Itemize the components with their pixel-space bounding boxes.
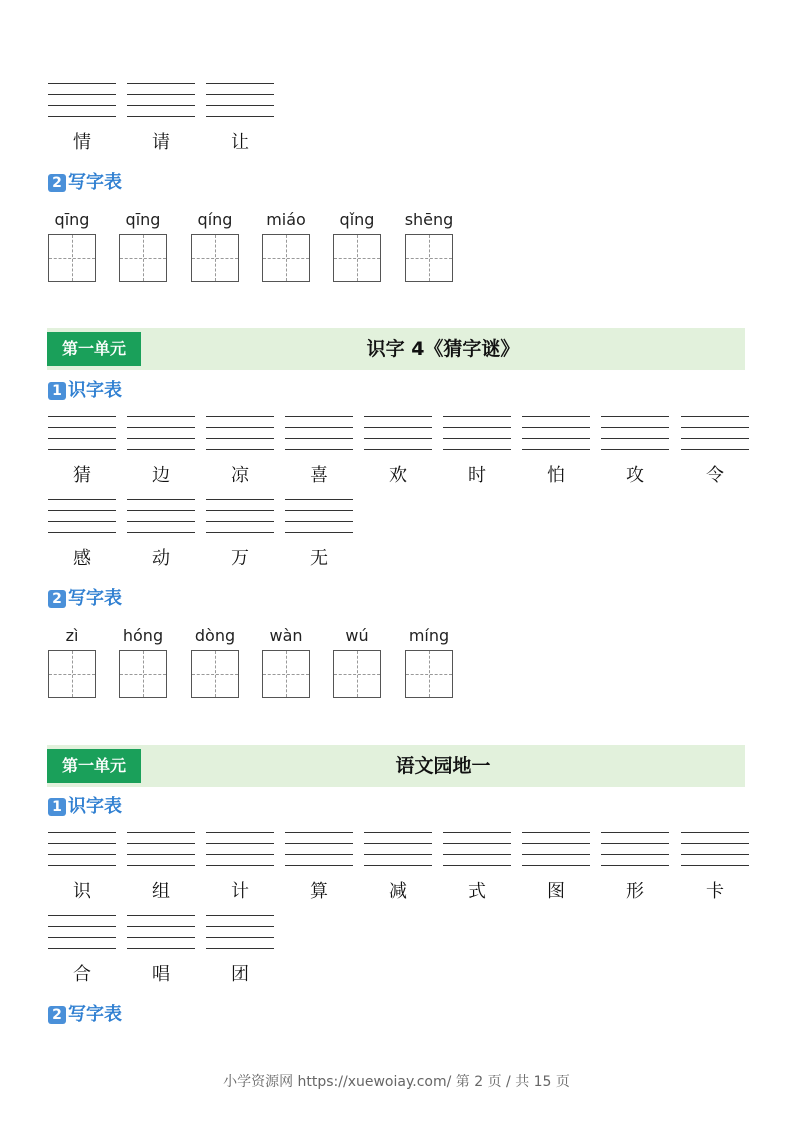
pinyin-label: qíng — [197, 210, 233, 229]
pinyin-label: shēng — [404, 210, 454, 229]
recognition-character: 组 — [152, 881, 170, 902]
tian-zi-ge-box — [333, 650, 381, 698]
pinyin-writing-lines — [601, 416, 669, 450]
pinyin-writing-lines — [364, 416, 432, 450]
recognition-character: 让 — [231, 132, 249, 153]
section-write-table-2 — [48, 588, 122, 610]
pinyin-writing-lines — [285, 832, 353, 866]
recognition-character: 图 — [547, 881, 565, 902]
pinyin-writing-lines — [285, 499, 353, 533]
recognition-character: 识 — [73, 881, 91, 902]
recognition-character: 形 — [626, 881, 644, 902]
section-number-badge: 1 — [48, 798, 66, 816]
tian-zi-ge-box — [405, 234, 453, 282]
section-label: 写字表 — [68, 1004, 122, 1025]
pinyin-label: wàn — [269, 626, 303, 645]
pinyin-label: wú — [345, 626, 369, 645]
unit-title: 语文园地一 — [395, 755, 491, 777]
pinyin-label: qīng — [125, 210, 161, 229]
tian-zi-ge-box — [333, 234, 381, 282]
recognition-character: 时 — [468, 465, 486, 486]
section-label: 写字表 — [68, 588, 122, 609]
pinyin-writing-lines — [522, 832, 590, 866]
pinyin-writing-lines — [206, 416, 274, 450]
pinyin-writing-lines — [48, 416, 116, 450]
tian-zi-ge-box — [119, 650, 167, 698]
tian-zi-ge-box — [262, 650, 310, 698]
pinyin-writing-lines — [206, 832, 274, 866]
section-label: 识字表 — [68, 796, 122, 817]
recognition-character: 唱 — [152, 964, 170, 985]
tian-zi-ge-box — [191, 234, 239, 282]
pinyin-label: qǐng — [339, 210, 375, 229]
pinyin-label: miáo — [266, 210, 306, 229]
recognition-character: 边 — [152, 465, 170, 486]
tian-zi-ge-box — [119, 234, 167, 282]
recognition-character: 计 — [231, 881, 249, 902]
recognition-character: 欢 — [389, 465, 407, 486]
pinyin-writing-lines — [48, 83, 116, 117]
pinyin-label: qīng — [54, 210, 90, 229]
pinyin-writing-lines — [48, 832, 116, 866]
recognition-character: 感 — [73, 548, 91, 569]
recognition-character: 攻 — [626, 465, 644, 486]
section-recognition-table-2 — [48, 380, 122, 402]
pinyin-writing-lines — [127, 499, 195, 533]
pinyin-writing-lines — [206, 915, 274, 949]
pinyin-writing-lines — [48, 499, 116, 533]
pinyin-writing-lines — [681, 416, 749, 450]
pinyin-writing-lines — [522, 416, 590, 450]
recognition-character: 动 — [152, 548, 170, 569]
pinyin-label: hóng — [122, 626, 164, 645]
pinyin-writing-lines — [127, 915, 195, 949]
section-write-table-1 — [48, 172, 122, 194]
unit-tag: 第一单元 — [47, 332, 141, 366]
tian-zi-ge-box — [48, 650, 96, 698]
section-label: 识字表 — [68, 380, 122, 401]
pinyin-writing-lines — [601, 832, 669, 866]
pinyin-writing-lines — [127, 416, 195, 450]
recognition-character: 令 — [706, 465, 724, 486]
recognition-character: 无 — [310, 548, 328, 569]
pinyin-label: zì — [65, 626, 79, 645]
recognition-character: 卡 — [706, 881, 724, 902]
recognition-character: 万 — [231, 548, 249, 569]
section-number-badge: 1 — [48, 382, 66, 400]
recognition-character: 式 — [468, 881, 486, 902]
unit-tag: 第一单元 — [47, 749, 141, 783]
recognition-character: 猜 — [73, 465, 91, 486]
section-write-table-3 — [48, 1004, 122, 1026]
pinyin-writing-lines — [206, 499, 274, 533]
section-number-badge: 2 — [48, 1006, 66, 1024]
recognition-character: 请 — [152, 132, 170, 153]
recognition-character: 团 — [231, 964, 249, 985]
recognition-character: 算 — [310, 881, 328, 902]
recognition-character: 合 — [73, 964, 91, 985]
recognition-character: 喜 — [310, 465, 328, 486]
pinyin-writing-lines — [127, 832, 195, 866]
pinyin-writing-lines — [285, 416, 353, 450]
pinyin-label: míng — [408, 626, 450, 645]
section-number-badge: 2 — [48, 174, 66, 192]
pinyin-writing-lines — [127, 83, 195, 117]
tian-zi-ge-box — [405, 650, 453, 698]
tian-zi-ge-box — [262, 234, 310, 282]
section-number-badge: 2 — [48, 590, 66, 608]
tian-zi-ge-box — [48, 234, 96, 282]
pinyin-writing-lines — [364, 832, 432, 866]
unit-title: 识字 4《猜字谜》 — [366, 338, 520, 360]
unit-banner-guess-riddle — [47, 328, 745, 370]
pinyin-writing-lines — [48, 915, 116, 949]
recognition-character: 情 — [73, 132, 91, 153]
recognition-character: 减 — [389, 881, 407, 902]
recognition-character: 怕 — [547, 465, 565, 486]
section-recognition-table-3 — [48, 796, 122, 818]
pinyin-label: dòng — [194, 626, 236, 645]
section-label: 写字表 — [68, 172, 122, 193]
tian-zi-ge-box — [191, 650, 239, 698]
page-footer: 小学资源网 https://xuewoiay.com/ 第 2 页 / 共 15 页 — [223, 1074, 570, 1090]
recognition-character: 凉 — [231, 465, 249, 486]
pinyin-writing-lines — [206, 83, 274, 117]
pinyin-writing-lines — [443, 832, 511, 866]
pinyin-writing-lines — [443, 416, 511, 450]
unit-banner-chinese-garden — [47, 745, 745, 787]
pinyin-writing-lines — [681, 832, 749, 866]
